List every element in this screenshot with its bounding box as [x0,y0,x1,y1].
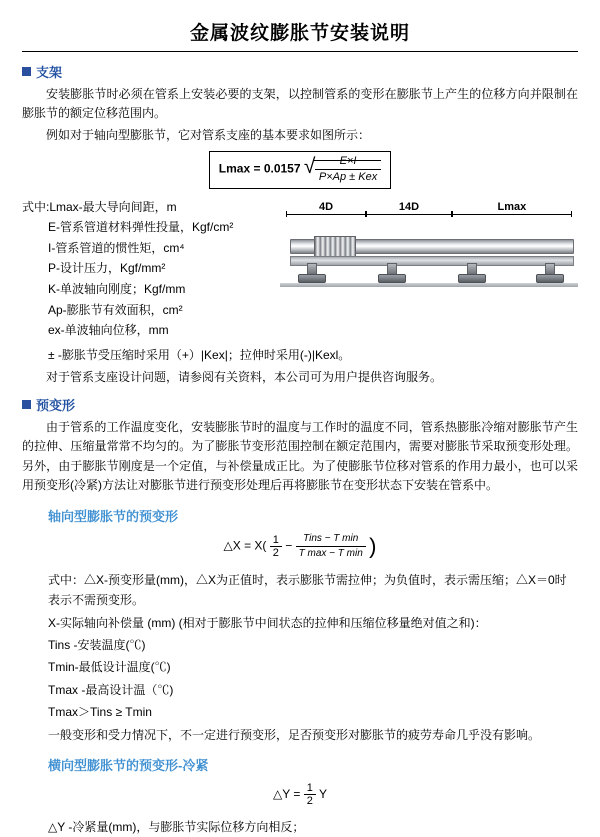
transverse-eq-rhs: Y [318,786,327,801]
axial-note: 一般变形和受力情况下，不一定进行预变形，足否预变形对膨胀节的疲劳寿命几乎没有影响。 [48,727,541,742]
section-heading-support-label: 支架 [36,65,63,80]
predeform-paragraph-1: 由于管系的工作温度变化，安装膨胀节时的温度与工作时的温度不同，管系热膨胀冷缩对膨胀节产生的拉伸、压缩量常常不均匀的。为了膨胀节变形范围控制在额定范围内，需要对膨胀节采取预变形处理。另外，由于膨胀节刚度是一个定值，与补偿量成正比。为了使膨胀节位移对管系的作用力最小，也可以采用预变形(冷紧)方法让对膨胀节进行预变形处理后再将膨胀节在变形状态下安装在管系中。 [22,420,578,493]
axial-eq-half: $\frac{1}{2}$ [270,534,282,559]
transverse-eq-lhs: △Y = [273,786,301,801]
axial-eq-rhs: ) [369,533,377,559]
axial-note: Tins -安装温度(℃) [48,637,146,652]
subheading-transverse: 横向型膨胀节的预变形-冷紧 [48,757,209,773]
axial-note: X-实际轴向补偿量 (mm) (相对于膨胀节中间状态的拉伸和压缩位移量绝对值之和)： [48,615,487,630]
page-title: 金属波纹膨胀节安装说明 [189,23,410,44]
dimension-labels [280,201,578,217]
section-heading-predeform-label: 预变形 [36,398,76,414]
dim-lmax-line [452,213,572,215]
legend-item: 式中:Lmax-最大导向间距，m [22,199,177,214]
legend-item-last: ± -膨胀节受压缩时采用（+）|Kex|；拉伸时采用(-)|Kexl。 [48,347,351,362]
support-paragraph-3: 对于管系支座设计问题，请参阅有关资料，本公司可为用户提供咨询服务。 [46,369,443,384]
axial-eq-lhs: △X = X( [223,538,267,553]
legend-item: Ap-膨胀节有效面积，cm² [48,302,183,317]
support-paragraph-1: 安装膨胀节时必须在管系上安装必要的支架，以控制管系的变形在膨胀节上产生的位移方向并限制在膨胀节的额定位移范围内。 [22,87,578,121]
legend-item: E-管系管道材料弹性投量，Kgf/cm² [48,220,234,235]
axial-note: Tmax＞Tins ≥ Tmin [48,705,152,720]
radical-icon [304,155,381,183]
lmax-fraction [315,155,381,183]
pipe-support-2 [378,271,404,283]
dim-14d: 14D [366,201,452,217]
legend-item: K-单波轴向刚度；Kgf/mm [48,282,186,297]
pipe-shadow [290,256,574,266]
transverse-note: △Y -冷紧量(mm)，与膨胀节实际位移方向相反； [48,820,305,835]
section-heading-support [22,62,578,81]
legend-list [22,197,280,341]
dim-lmax: Lmax [452,201,572,217]
support-paragraph-2: 例如对于轴向型膨胀节，它对管系支座的基本要求如图所示： [46,127,371,142]
axial-note: 式中：△X-预变形量(mm)，△X为正值时，表示膨胀节需拉伸；为负值时，表示需压缩；△X＝0时表示不需预变形。 [48,572,567,608]
axial-note: Tmax -最高设计温（℃) [48,682,174,697]
lmax-formula [22,151,578,188]
section-heading-predeform [22,395,578,414]
legend-item: P-设计压力，Kgf/mm² [48,261,166,276]
legend-item: I-管系管道的惯性矩，cm⁴ [48,240,185,255]
dim-4d-line [286,213,366,215]
pipe-support-4 [536,271,562,283]
bullet-square-icon [22,67,31,76]
pipe-illustration [280,219,578,297]
lmax-formula-lhs: Lmax = 0.0157 [218,161,301,176]
legend-item: ex-单波轴向位移，mm [48,323,169,338]
axial-eq-minus: − [285,538,293,553]
transverse-eq-half: $\frac{1}{2}$ [304,782,316,807]
title-divider [22,51,578,52]
pipe-support-1 [298,271,324,283]
axial-eq-fraction: Tins − T min T max − T min [296,533,366,560]
lmax-denominator: P×Ap ± Kex [318,170,378,183]
bellows-icon [314,236,356,258]
ground-line [280,283,578,287]
axial-note: Tmin-最低设计温度(℃) [48,660,171,675]
bullet-square-icon [22,400,31,409]
subheading-axial: 轴向型膨胀节的预变形 [48,508,179,524]
pipe-diagram [280,197,578,341]
axial-equation [22,531,578,562]
pipe-support-3 [458,271,484,283]
dim-4d: 4D [286,201,366,217]
lmax-formula-box [209,151,391,188]
legend-and-figure [22,197,578,341]
transverse-equation [22,780,578,809]
lmax-numerator: √ E×I [315,155,381,170]
dim-14d-line [366,213,452,215]
